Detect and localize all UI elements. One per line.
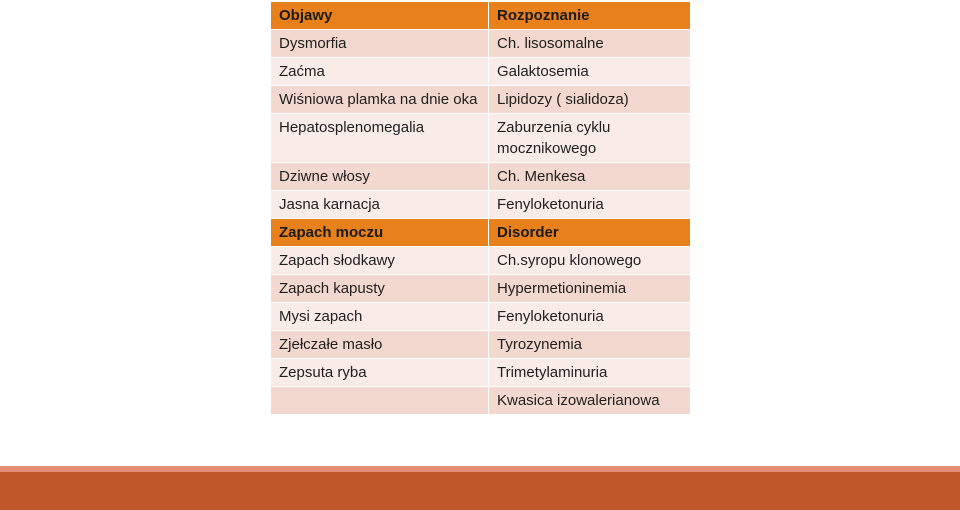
symptoms-diagnosis-table [270,1,691,415]
symptom-cell: Zaćma [271,58,489,86]
footer-bar [0,472,960,510]
symptoms-table-container [270,1,690,415]
disorder-cell: Tyrozynemia [489,331,691,359]
table-row [271,359,691,387]
disorder-cell: Fenyloketonuria [489,303,691,331]
odor-cell [271,387,489,415]
table-row [271,86,691,114]
odor-cell: Mysi zapach [271,303,489,331]
table-row [271,247,691,275]
symptom-cell: Dysmorfia [271,30,489,58]
disorder-cell: Kwasica izowalerianowa [489,387,691,415]
header-objawy: Objawy [271,2,489,30]
table-row [271,191,691,219]
table1-header-row [271,2,691,30]
header-zapach-moczu: Zapach moczu [271,219,489,247]
diagnosis-cell: Lipidozy ( sialidoza) [489,86,691,114]
table-row [271,30,691,58]
diagnosis-cell: Ch. Menkesa [489,163,691,191]
header-rozpoznanie: Rozpoznanie [489,2,691,30]
diagnosis-cell: Fenyloketonuria [489,191,691,219]
diagnosis-cell: Zaburzenia cyklu mocznikowego [489,114,691,163]
diagnosis-cell: Ch. lisosomalne [489,30,691,58]
table-row [271,163,691,191]
table-row [271,58,691,86]
table-row [271,114,691,163]
header-disorder: Disorder [489,219,691,247]
disorder-cell: Hypermetioninemia [489,275,691,303]
symptom-cell: Dziwne włosy [271,163,489,191]
symptom-cell: Wiśniowa plamka na dnie oka [271,86,489,114]
table2-header-row [271,219,691,247]
table-row [271,303,691,331]
table-row [271,331,691,359]
table-row [271,275,691,303]
odor-cell: Zapach słodkawy [271,247,489,275]
disorder-cell: Ch.syropu klonowego [489,247,691,275]
symptom-cell: Jasna karnacja [271,191,489,219]
symptom-cell: Hepatosplenomegalia [271,114,489,163]
table-row [271,387,691,415]
diagnosis-cell: Galaktosemia [489,58,691,86]
odor-cell: Zjełczałe masło [271,331,489,359]
odor-cell: Zepsuta ryba [271,359,489,387]
disorder-cell: Trimetylaminuria [489,359,691,387]
odor-cell: Zapach kapusty [271,275,489,303]
